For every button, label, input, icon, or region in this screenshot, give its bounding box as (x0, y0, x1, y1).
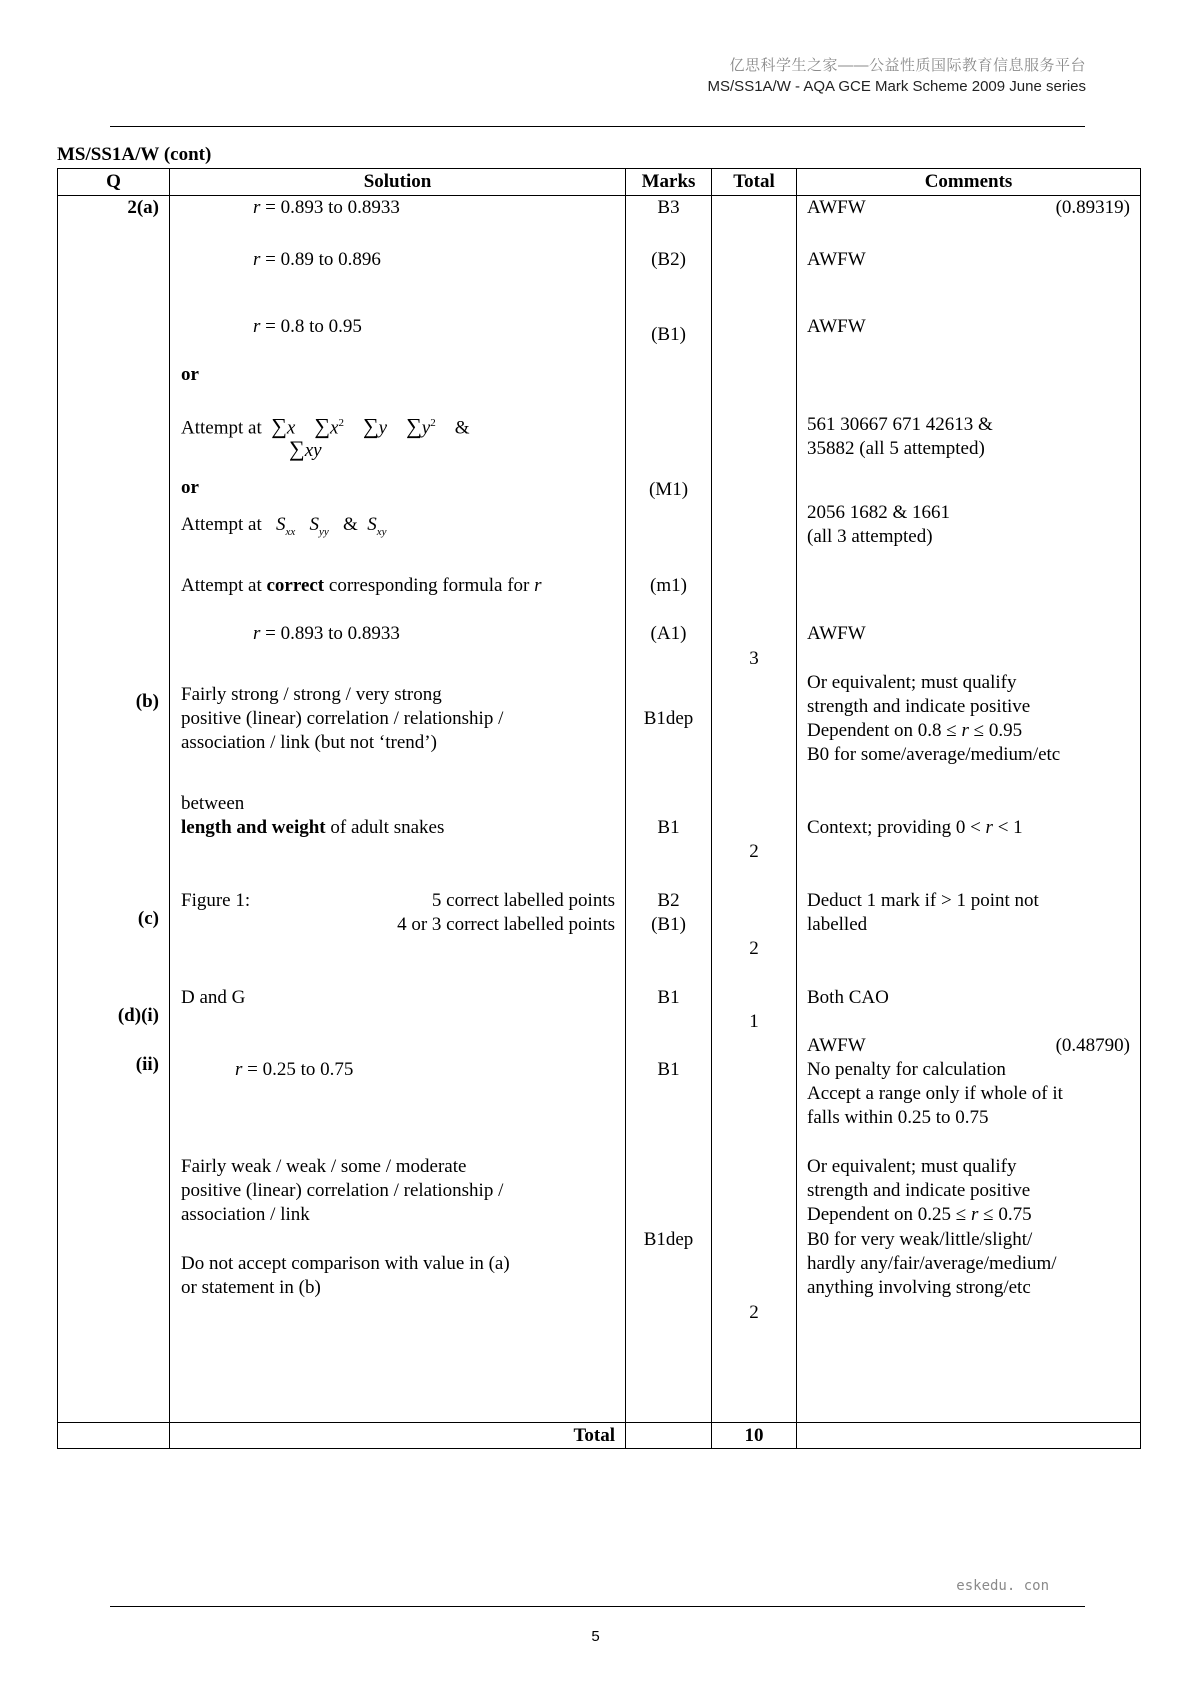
solution-line: Figure 1: (181, 890, 251, 911)
comment-line: Accept a range only if whole of it (807, 1083, 1063, 1104)
header-rule (110, 126, 1085, 127)
header-marks: Marks (626, 169, 712, 196)
solution-line: Attempt at $S_{xx}$ $S_{yy}$ & $S_{xy}$ (181, 514, 387, 538)
comment-line: strength and indicate positive (807, 696, 1031, 717)
total-row-comments (797, 1423, 1141, 1449)
comment-line: falls within 0.25 to 0.75 (807, 1107, 989, 1128)
solution-line: Attempt at ∑x $\sum x^2$ ∑y $\sum y^2$ & (181, 413, 470, 439)
total-value: 2 (749, 1302, 759, 1323)
ampersand: & (454, 417, 470, 439)
header-q: Q (58, 169, 170, 196)
solution-or: or (181, 364, 199, 385)
total-value: 2 (749, 841, 759, 862)
solution-line: positive (linear) correlation / relationship / (181, 1180, 504, 1201)
solution-line: r = 0.893 to 0.8933 (253, 197, 400, 218)
question-label: (b) (135, 691, 159, 712)
comment-line: Context; providing 0 < r < 1 (807, 817, 1023, 838)
footer-site: eskedu. con (956, 1578, 1049, 1594)
mark: (M1) (648, 479, 689, 500)
comment-line: B0 for some/average/medium/etc (807, 744, 1061, 765)
comment-line: 2056 1682 & 1661 (807, 502, 951, 523)
comment-line: Both CAO (807, 987, 889, 1008)
question-label: 2(a) (127, 197, 159, 218)
section-title: MS/SS1A/W (cont) (57, 144, 212, 165)
solution-line: Attempt at correct corresponding formula for r (181, 575, 542, 596)
solution-or: or (181, 477, 199, 498)
comment-line: AWFW (807, 316, 866, 337)
comment-line: anything involving strong/etc (807, 1277, 1031, 1298)
solution-line: 5 correct labelled points (431, 890, 615, 911)
total-column (712, 196, 797, 1423)
comment-line: Deduct 1 mark if > 1 point not (807, 890, 1039, 911)
solution-line: association / link (but not ‘trend’) (181, 732, 437, 753)
q-column (58, 196, 170, 1423)
solution-line: Fairly weak / weak / some / moderate (181, 1156, 467, 1177)
solution-line: D and G (181, 987, 246, 1008)
mark-scheme-table (57, 168, 1141, 1449)
total-value: 3 (749, 648, 759, 669)
mark: B1 (657, 1059, 680, 1080)
solution-line: positive (linear) correlation / relationship / (181, 708, 504, 729)
solution-line: r = 0.25 to 0.75 (235, 1059, 354, 1080)
header-total: Total (712, 169, 797, 196)
grand-total: 10 (712, 1423, 797, 1449)
solution-line: r = 0.893 to 0.8933 (253, 623, 400, 644)
solution-line: r = 0.8 to 0.95 (253, 316, 362, 337)
solution-line: between (181, 793, 245, 814)
mark: B2 (657, 890, 680, 911)
mark: B1 (657, 817, 680, 838)
marks-column (626, 196, 712, 1423)
total-value: 2 (749, 938, 759, 959)
comment-line: Or equivalent; must qualify (807, 1156, 1017, 1177)
footer-rule (110, 1606, 1085, 1607)
comment-line: Dependent on 0.8 ≤ r ≤ 0.95 (807, 720, 1023, 741)
table-header-row (58, 169, 1141, 196)
mark: B1dep (643, 708, 694, 729)
solution-line: 4 or 3 correct labelled points (397, 914, 615, 935)
comment-line: AWFW (807, 623, 866, 644)
table-body-row (58, 196, 1141, 1423)
total-row-marks (626, 1423, 712, 1449)
mark: B3 (657, 197, 680, 218)
total-value: 1 (749, 1011, 759, 1032)
comment-line: strength and indicate positive (807, 1180, 1031, 1201)
comment-line: AWFW (807, 249, 866, 270)
total-row-q (58, 1423, 170, 1449)
comment-line: No penalty for calculation (807, 1059, 1006, 1080)
mark: (B1) (651, 914, 686, 935)
attempt-label: Attempt at (181, 417, 262, 439)
header-comments: Comments (797, 169, 1141, 196)
header-document-line: MS/SS1A/W - AQA GCE Mark Scheme 2009 June series (707, 78, 1086, 95)
header-site-line: 亿思科学生之家——公益性质国际教育信息服务平台 (729, 57, 1086, 74)
mark: B1 (657, 987, 680, 1008)
solution-line: Fairly strong / strong / very strong (181, 684, 442, 705)
mark: (B2) (651, 249, 686, 270)
comment-line: AWFW (807, 197, 866, 218)
question-label: (d)(i) (117, 1005, 159, 1026)
comment-line: (all 3 attempted) (807, 526, 933, 547)
comment-line: B0 for very weak/little/slight/ (807, 1229, 1033, 1250)
comment-line: labelled (807, 914, 868, 935)
header-solution: Solution (170, 169, 626, 196)
comment-line: Dependent on 0.25 ≤ r ≤ 0.75 (807, 1204, 1032, 1225)
comment-line: hardly any/fair/average/medium/ (807, 1253, 1057, 1274)
mark: (m1) (650, 575, 687, 596)
solution-line: ∑xy (289, 436, 322, 461)
solution-column (170, 196, 626, 1423)
comment-line: (0.89319) (1055, 197, 1130, 218)
mark: (B1) (651, 324, 686, 345)
question-label: (ii) (135, 1054, 159, 1075)
comments-column (797, 196, 1141, 1423)
comment-line: 35882 (all 5 attempted) (807, 438, 985, 459)
page-number: 5 (591, 1628, 600, 1645)
mark: B1dep (643, 1229, 694, 1250)
solution-line: length and weight of adult snakes (181, 817, 445, 838)
question-label: (c) (137, 908, 159, 929)
table-total-row (58, 1423, 1141, 1449)
comment-line: (0.48790) (1055, 1035, 1130, 1056)
comment-line: Or equivalent; must qualify (807, 672, 1017, 693)
solution-line: association / link (181, 1204, 310, 1225)
comment-line: AWFW (807, 1035, 866, 1056)
comment-line: 561 30667 671 42613 & (807, 414, 993, 435)
total-label: Total (170, 1423, 626, 1449)
solution-line: or statement in (b) (181, 1277, 321, 1298)
attempt-label: Attempt at (181, 514, 262, 535)
mark: (A1) (650, 623, 687, 644)
solution-line: Do not accept comparison with value in (a) (181, 1253, 510, 1274)
solution-line: r = 0.89 to 0.896 (253, 249, 381, 270)
